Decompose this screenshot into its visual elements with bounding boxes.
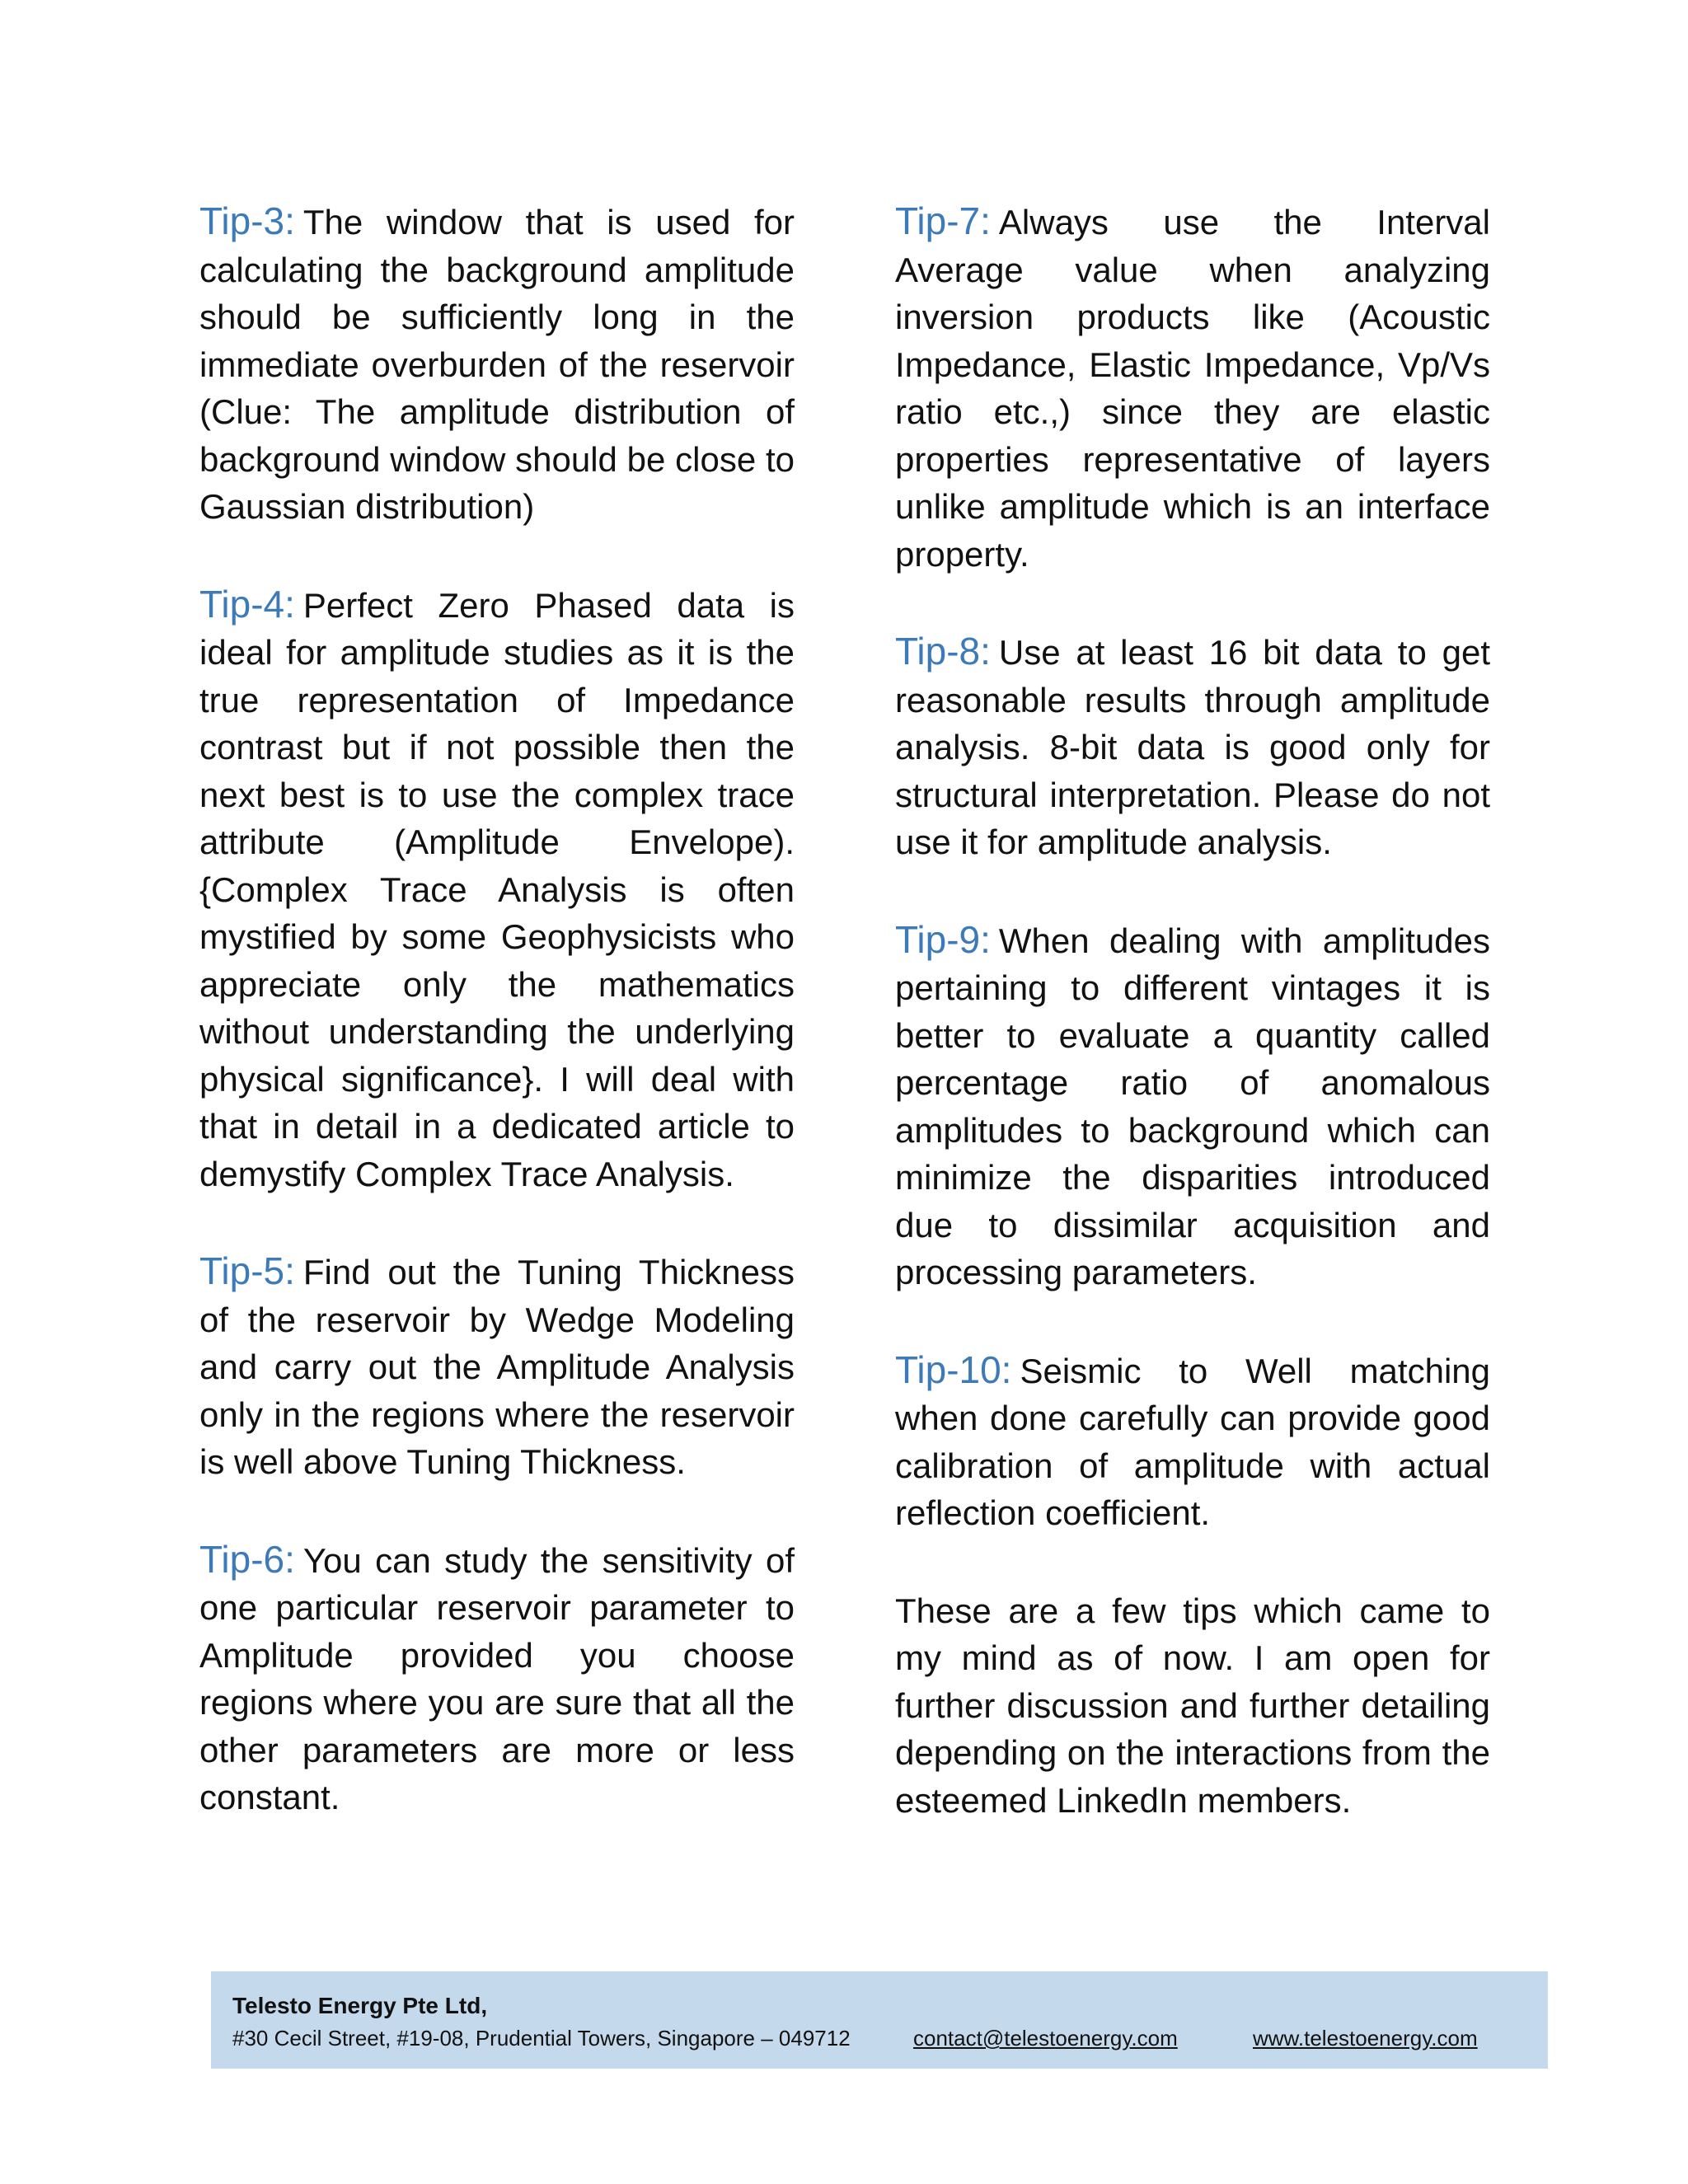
tip-5-label: Tip-5:	[199, 1249, 295, 1292]
left-column	[199, 198, 795, 1821]
tip-3-text: The window that is used for calculating the background amplitude should be sufficiently long in the immediate overburden of the reservoir (Clue: The amplitude distribution of background window should be close to Gaussian distribution)	[199, 203, 795, 526]
footer-address: #30 Cecil Street, #19-08, Prudential Towers, Singapore – 049712	[232, 2026, 851, 2050]
tip-9-text: When dealing with amplitudes pertaining to different vintages it is better to evaluate a quantity called percentage ratio of anomalous amplitudes to background which can minimize the disparities introduced due to dissimilar acquisition and processing parameters.	[895, 921, 1490, 1291]
footer-bar	[211, 1971, 1548, 2069]
footer-website-link[interactable]: www.telestoenergy.com	[1253, 2026, 1478, 2050]
tip-8	[895, 628, 1490, 866]
tip-6-label: Tip-6:	[199, 1537, 295, 1581]
tip-5-text: Find out the Tuning Thickness of the reservoir by Wedge Modeling and carry out the Amplitude Analysis only in the regions where the reservoir is well above Tuning Thickness.	[199, 1253, 795, 1481]
footer-company-name: Telesto Energy Pte Ltd,	[232, 1993, 488, 2018]
right-column	[895, 198, 1490, 1824]
tip-4-label: Tip-4:	[199, 582, 295, 626]
tip-4-text: Perfect Zero Phased data is ideal for amplitude studies as it is the true representation of Impedance contrast but if not possible then the next best is to use the complex trace attribute (Amplitude Envelope). {Complex Trace Analysis is often mystified by some Geophysicists who appreciate only the mathematics without understanding the underlying physical significance}. I will deal with that in detail in a dedicated article to demystify Complex Trace Analysis.	[199, 585, 795, 1193]
tip-10	[895, 1347, 1490, 1537]
tip-3	[199, 198, 795, 531]
tip-8-text: Use at least 16 bit data to get reasonable results through amplitude analysis. 8-bit data is good only for structural interpretation. Please do not use it for amplitude analysis.	[895, 633, 1490, 861]
tip-8-label: Tip-8:	[895, 630, 991, 673]
tip-6-text: You can study the sensitivity of one particular reservoir parameter to Amplitude provided you choose regions where you are sure that all the other parameters are more or less constant.	[199, 1540, 795, 1816]
footer-email-link[interactable]: contact@telestoenergy.com	[913, 2026, 1178, 2050]
tip-9-label: Tip-9:	[895, 917, 991, 961]
tip-7	[895, 198, 1490, 578]
tip-9	[895, 916, 1490, 1296]
tip-10-label: Tip-10:	[895, 1347, 1012, 1391]
tip-5	[199, 1248, 795, 1486]
tip-6	[199, 1536, 795, 1821]
tip-10-text: Seismic to Well matching when done carefully can provide good calibration of amplitude with actual reflection coefficient.	[895, 1351, 1490, 1532]
closing-paragraph: These are a few tips which came to my mind as of now. I am open for further discussion and further detailing depending on the interactions from the esteemed LinkedIn members.	[895, 1591, 1490, 1820]
tip-7-text: Always use the Interval Average value when analyzing inversion products like (Acoustic Impedance, Elastic Impedance, Vp/Vs ratio etc.,) since they are elastic properties representative of layers unlike amplitude which is an interface property.	[895, 203, 1490, 574]
tip-4	[199, 581, 795, 1198]
tip-3-label: Tip-3:	[199, 199, 295, 242]
tip-7-label: Tip-7:	[895, 199, 991, 242]
